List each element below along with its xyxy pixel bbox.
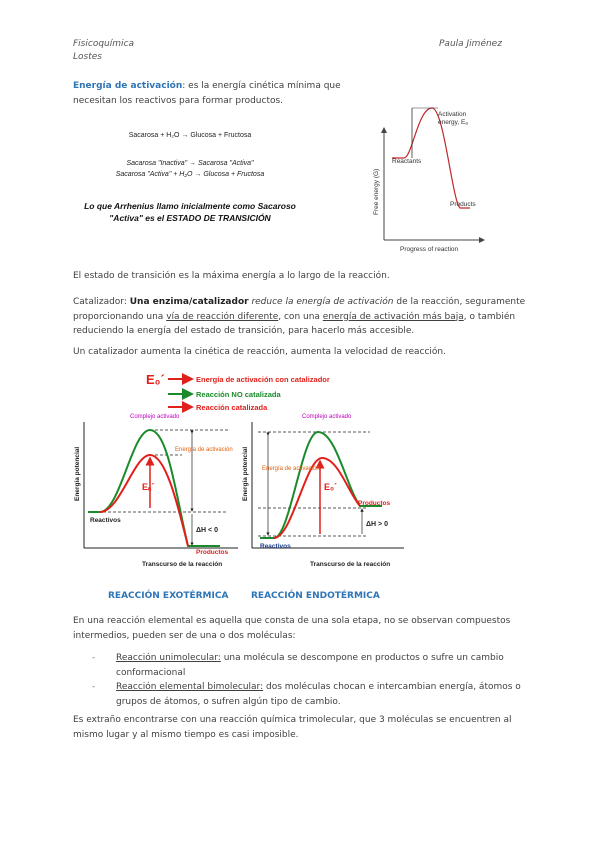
- equation-2: Sacarosa "Inactiva" → Sacarosa "Activa": [126, 160, 254, 167]
- free-energy-graph: [362, 100, 487, 255]
- left-x-label: Transcurso de la reacción: [142, 561, 223, 568]
- catalysis-energy-diagram: [70, 366, 415, 576]
- left-activation-label: Energía de activación: [175, 447, 233, 453]
- right-complex-label: Complejo activado: [302, 414, 352, 420]
- catalyst-underline-1: vía de reacción diferente: [166, 311, 279, 322]
- list-item: [92, 651, 528, 680]
- caption-endothermic: REACCIÓN ENDOTÉRMICA: [251, 591, 380, 601]
- activation-label-2: energy, Eₐ: [438, 119, 468, 126]
- header-subject: Fisicoquímica: [73, 39, 134, 49]
- catalyst-bold: Una enzima/catalizador: [129, 297, 249, 307]
- paragraph-trimolecular: Es extraño encontrarse con una reacción química trimolecular, que 3 moléculas se encuentren al mismo lugar y al mismo tiempo es casi imposible.: [73, 715, 512, 740]
- right-y-label: Energía potencial: [242, 446, 249, 501]
- right-uncatalyzed-curve: [260, 432, 382, 538]
- paragraph-elemental: En una reacción elemental es aquella que consta de una sola etapa, no se observan compuestos intermedios, pueden ser de una o dos moléculas:: [73, 616, 511, 641]
- activation-text: : es la energía cinética mínima que necesitan los reactivos para formar productos.: [73, 81, 341, 106]
- right-reactivos-label: Reactivos: [260, 543, 291, 550]
- bimolecular-term: Reacción elemental bimolecular:: [116, 682, 264, 692]
- bimolecular-text: dos moléculas chocan e intercambian energía, átomos o grupos de átomos, o sufren algún tipo de cambio.: [116, 682, 521, 707]
- list-item: [92, 680, 528, 709]
- left-y-label: Energía potencial: [74, 446, 81, 501]
- products-label: Products: [450, 201, 476, 208]
- header-teacher: Lostes: [73, 52, 102, 62]
- catalyst-text-3: , o también reduciendo la energía del estado de transición, para hacerlo más accesible.: [73, 311, 516, 336]
- right-dh-label: ΔH > 0: [366, 521, 388, 528]
- right-activation-label: Energía de activación: [262, 466, 320, 472]
- right-x-label: Transcurso de la reacción: [310, 561, 391, 568]
- catalyst-text-2: , con una: [278, 311, 323, 322]
- activation-label-1: Activation: [438, 111, 467, 118]
- paragraph-transition-state: El estado de transición es la máxima energía a lo largo de la reacción.: [73, 271, 390, 281]
- catalyst-text-1: de la reacción, seguramente proporcionando una: [73, 297, 526, 322]
- left-productos-label: Productos: [196, 549, 229, 556]
- catalyst-italic: reduce la energía de activación: [248, 297, 394, 307]
- arrhenius-note: [60, 200, 320, 224]
- small-x-label: Progress of reaction: [400, 246, 459, 253]
- arrhenius-line-1: Lo que Arrhenius llamo inicialmente como Sacaroso: [84, 201, 296, 211]
- unimolecular-text: una molécula se descompone en productos o sufre un cambio conformacional: [116, 653, 504, 678]
- reactants-label: Reactants: [392, 158, 422, 165]
- legend-ea-label: Energía de activación con catalizador: [196, 375, 330, 384]
- activation-term: Energía de activación: [73, 81, 183, 91]
- small-y-label: Free energy (G): [373, 168, 380, 215]
- unimolecular-term: Reacción unimolecular:: [116, 653, 221, 663]
- right-productos-label: Productos: [358, 500, 391, 507]
- legend-symbol: E₀´: [146, 372, 165, 387]
- left-reactivos-label: Reactivos: [90, 517, 121, 524]
- left-complex-label: Complejo activado: [130, 414, 180, 420]
- reaction-types-list: [92, 651, 528, 709]
- legend-uncatalyzed-label: Reacción NO catalizada: [196, 390, 281, 399]
- arrhenius-line-2: "Activa" es el ESTADO DE TRANSICIÓN: [109, 213, 271, 223]
- paragraph-catalyst: [73, 295, 531, 339]
- legend-catalyzed-label: Reacción catalizada: [196, 403, 268, 412]
- activation-definition: [73, 79, 343, 108]
- right-ea-symbol: E₀´: [324, 482, 338, 492]
- caption-exothermic: REACCIÓN EXOTÉRMICA: [108, 591, 229, 601]
- left-ea-symbol: Eₐ´: [142, 482, 155, 492]
- equation-3: Sacarosa "Activa" + H₂O → Glucosa + Fructosa: [115, 171, 265, 178]
- catalyst-lead: Catalizador:: [73, 297, 130, 307]
- equation-1: Sacarosa + H₂O → Glucosa + Fructosa: [128, 132, 252, 139]
- paragraph-kinetics: Un catalizador aumenta la cinética de reacción, aumenta la velocidad de reacción.: [73, 347, 446, 357]
- catalyst-underline-2: energía de activación más baja: [322, 311, 464, 322]
- left-dh-label: ΔH < 0: [196, 527, 218, 534]
- header-author: Paula Jiménez: [439, 39, 502, 49]
